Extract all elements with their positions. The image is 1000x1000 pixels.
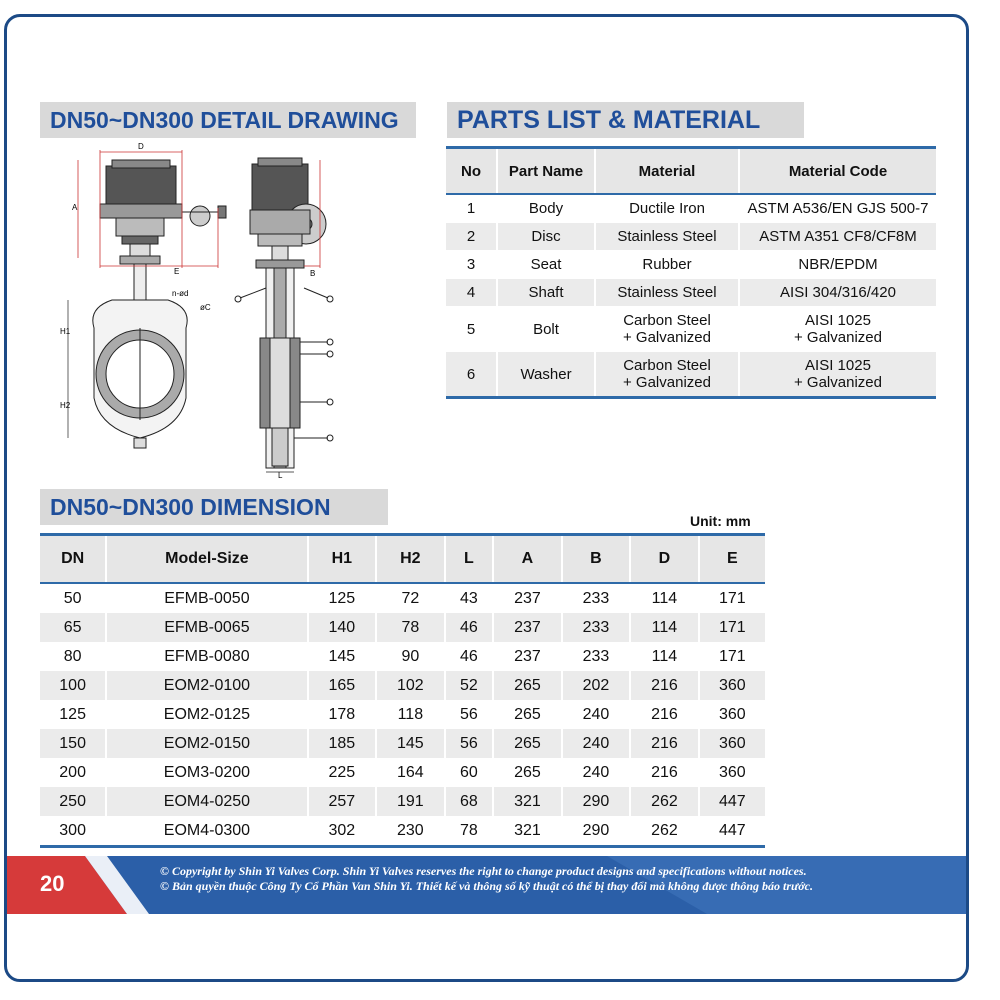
dimension-cell: 145 [376,729,444,758]
parts-cell: AISI 1025 + Galvanized [739,352,936,398]
dimension-cell: 140 [308,613,376,642]
copyright-vietnamese: © Bản quyền thuộc Công Ty Cổ Phần Van Shin Yi. Thiết kế và thông số kỹ thuật có thể bị thay đổi mà không được thông báo trước. [160,879,813,893]
dimension-title: DN50~DN300 DIMENSION [40,489,388,525]
dimension-row [40,583,765,613]
dimension-cell: 43 [445,583,494,613]
parts-row [446,223,936,251]
dimension-cell: EOM2-0150 [106,729,307,758]
dimension-cell: 46 [445,613,494,642]
dimension-cell: 171 [699,642,765,671]
copyright-english: © Copyright by Shin Yi Valves Corp. Shin Yi Valves reserves the right to change product designs and specifications without notices. [160,864,807,878]
dimension-cell: 191 [376,787,444,816]
dimension-cell: 265 [493,758,561,787]
dimension-cell: 200 [40,758,106,787]
parts-row [446,251,936,279]
dimension-cell: 56 [445,700,494,729]
dimension-col-header: D [630,535,698,584]
dimension-cell: 46 [445,642,494,671]
dimension-cell: 225 [308,758,376,787]
dimension-cell: 265 [493,700,561,729]
dimension-cell: EOM2-0125 [106,700,307,729]
dimension-cell: 78 [376,613,444,642]
parts-col-name: Part Name [497,148,595,195]
dimension-cell: 290 [562,787,630,816]
dimension-cell: 65 [40,613,106,642]
drawing-label-b: B [310,269,316,278]
dimension-cell: 56 [445,729,494,758]
detail-drawing-title: DN50~DN300 DETAIL DRAWING [40,102,416,138]
dimension-cell: EOM2-0100 [106,671,307,700]
dimension-row [40,729,765,758]
dimension-cell: 321 [493,816,561,847]
dimension-cell: 360 [699,700,765,729]
parts-cell: ASTM A536/EN GJS 500-7 [739,194,936,223]
dimension-cell: 202 [562,671,630,700]
parts-cell: 3 [446,251,497,279]
dimension-cell: 72 [376,583,444,613]
parts-cell: AISI 304/316/420 [739,279,936,307]
dimension-col-header: Model-Size [106,535,307,584]
dimension-cell: 233 [562,642,630,671]
dimension-table [40,533,765,848]
dimension-cell: 230 [376,816,444,847]
parts-cell: ASTM A351 CF8/CF8M [739,223,936,251]
dimension-cell: 125 [40,700,106,729]
dimension-cell: EFMB-0080 [106,642,307,671]
dimension-cell: 302 [308,816,376,847]
dimension-cell: 52 [445,671,494,700]
dimension-cell: 216 [630,729,698,758]
dimension-cell: 360 [699,671,765,700]
parts-cell: 6 [446,352,497,398]
dimension-table-body [40,583,765,847]
dimension-cell: 257 [308,787,376,816]
dimension-cell: 90 [376,642,444,671]
dimension-cell: 68 [445,787,494,816]
dimension-cell: 171 [699,583,765,613]
dimension-cell: 50 [40,583,106,613]
dimension-cell: 150 [40,729,106,758]
dimension-cell: 262 [630,787,698,816]
dimension-cell: 237 [493,642,561,671]
dimension-col-header: DN [40,535,106,584]
parts-col-code: Material Code [739,148,936,195]
dimension-col-header: A [493,535,561,584]
dimension-cell: 185 [308,729,376,758]
parts-cell: AISI 1025 + Galvanized [739,307,936,352]
dimension-row [40,671,765,700]
page-number: 20 [40,871,65,896]
dimension-cell: 360 [699,729,765,758]
dimension-cell: 114 [630,642,698,671]
drawing-label-nd: n-ød [172,289,189,298]
drawing-label-e: E [174,267,180,276]
parts-table-body [446,194,936,398]
dimension-cell: 178 [308,700,376,729]
parts-cell: Stainless Steel [595,279,739,307]
drawing-label-a: A [72,203,78,212]
drawing-label-c: øC [200,303,211,312]
dimension-cell: 300 [40,816,106,847]
dimension-cell: 80 [40,642,106,671]
parts-header-row [446,148,936,195]
dimension-cell: 233 [562,583,630,613]
parts-cell: Carbon Steel + Galvanized [595,307,739,352]
dimension-cell: 165 [308,671,376,700]
parts-cell: 2 [446,223,497,251]
valve-detail-drawing [60,138,420,478]
drawing-label-h1: H1 [60,327,71,336]
dimension-cell: 237 [493,613,561,642]
parts-cell: Rubber [595,251,739,279]
dimension-cell: 321 [493,787,561,816]
dimension-cell: 100 [40,671,106,700]
parts-cell: Shaft [497,279,595,307]
parts-list-table [446,146,936,399]
dimension-row [40,700,765,729]
parts-cell: Seat [497,251,595,279]
dimension-cell: 237 [493,583,561,613]
drawing-label-h2: H2 [60,401,71,410]
dimension-cell: 290 [562,816,630,847]
dimension-cell: 233 [562,613,630,642]
dimension-cell: 447 [699,816,765,847]
dimension-cell: 262 [630,816,698,847]
dimension-col-header: E [699,535,765,584]
drawing-label-d: D [138,142,144,151]
dimension-cell: 265 [493,671,561,700]
parts-cell: Washer [497,352,595,398]
copyright-text [160,864,813,894]
dimension-cell: 164 [376,758,444,787]
dimension-cell: 114 [630,583,698,613]
parts-cell: Ductile Iron [595,194,739,223]
dimension-cell: EOM4-0250 [106,787,307,816]
dimension-row [40,642,765,671]
dimension-col-header: L [445,535,494,584]
parts-cell: NBR/EPDM [739,251,936,279]
dimension-row [40,613,765,642]
dimension-row [40,787,765,816]
dimension-cell: 118 [376,700,444,729]
parts-cell: Bolt [497,307,595,352]
parts-row [446,194,936,223]
dimension-col-header: H1 [308,535,376,584]
dimension-col-header: H2 [376,535,444,584]
drawing-label-l: L [278,471,283,478]
dimension-cell: EOM3-0200 [106,758,307,787]
dimension-cell: 171 [699,613,765,642]
dimension-cell: 240 [562,700,630,729]
dimension-cell: 447 [699,787,765,816]
parts-cell: Disc [497,223,595,251]
dimension-cell: 360 [699,758,765,787]
dimension-cell: EOM4-0300 [106,816,307,847]
dimension-cell: 250 [40,787,106,816]
parts-row [446,352,936,398]
parts-cell: 4 [446,279,497,307]
parts-col-material: Material [595,148,739,195]
dimension-cell: 216 [630,758,698,787]
dimension-cell: 240 [562,758,630,787]
parts-cell: Carbon Steel + Galvanized [595,352,739,398]
dimension-row [40,758,765,787]
parts-cell: 1 [446,194,497,223]
dimension-cell: EFMB-0050 [106,583,307,613]
dimension-cell: 216 [630,700,698,729]
dimension-cell: 265 [493,729,561,758]
parts-cell: 5 [446,307,497,352]
parts-col-no: No [446,148,497,195]
dimension-cell: EFMB-0065 [106,613,307,642]
dimension-col-header: B [562,535,630,584]
parts-list-title: PARTS LIST & MATERIAL [447,102,804,138]
unit-label: Unit: mm [690,513,751,529]
parts-row [446,307,936,352]
parts-cell: Stainless Steel [595,223,739,251]
dimension-cell: 114 [630,613,698,642]
parts-cell: Body [497,194,595,223]
dimension-cell: 125 [308,583,376,613]
dimension-cell: 102 [376,671,444,700]
dimension-cell: 145 [308,642,376,671]
dimension-cell: 60 [445,758,494,787]
dimension-row [40,816,765,847]
dimension-cell: 78 [445,816,494,847]
dimension-cell: 216 [630,671,698,700]
dimension-header-row [40,535,765,584]
parts-row [446,279,936,307]
dimension-cell: 240 [562,729,630,758]
